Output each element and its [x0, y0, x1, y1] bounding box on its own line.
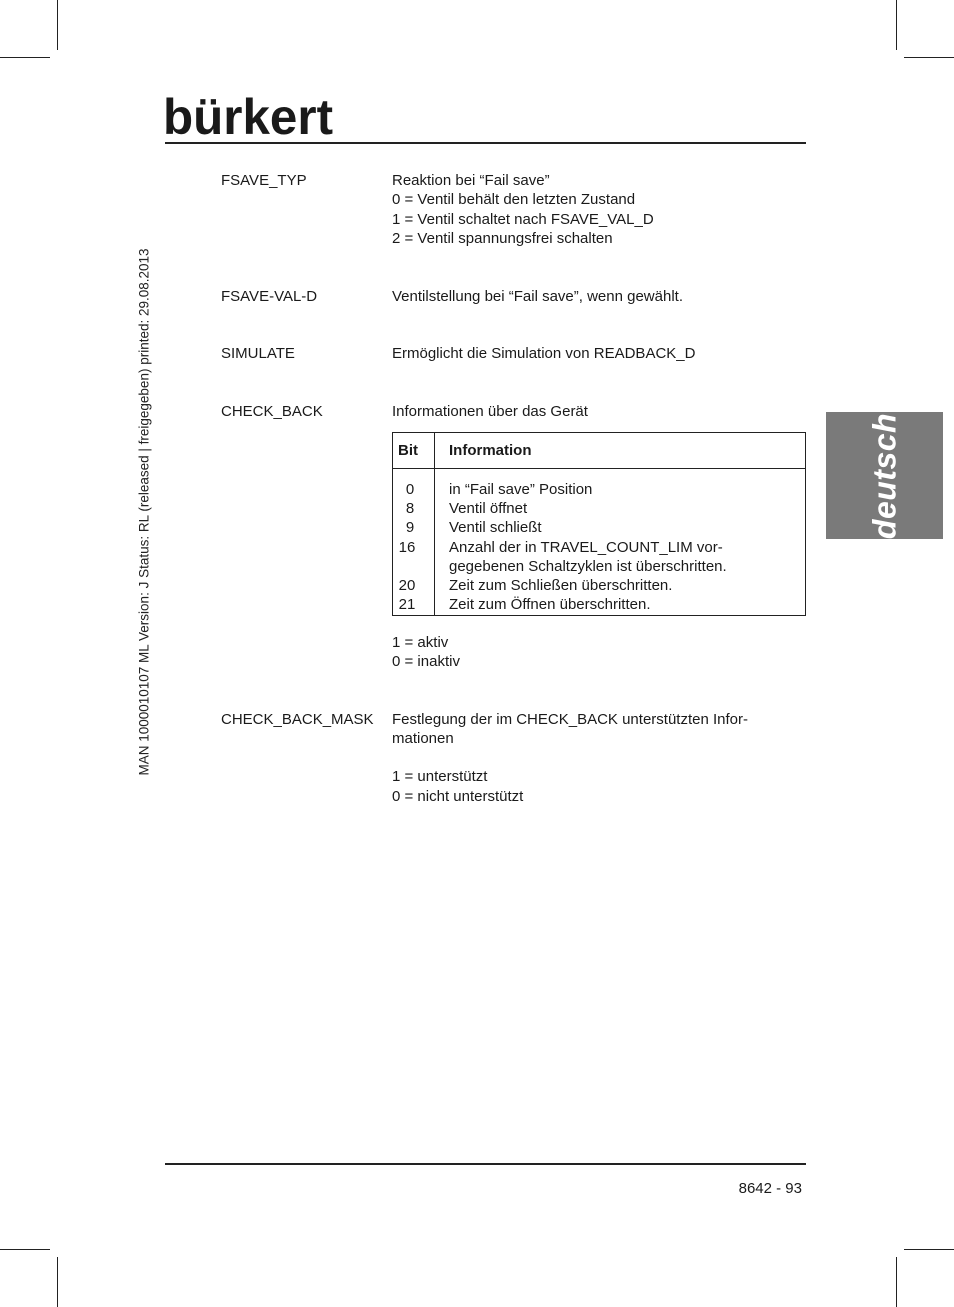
crop-mark	[896, 0, 897, 50]
param-desc-line: Informationen über das Gerät	[392, 403, 588, 420]
crop-mark	[0, 57, 50, 58]
table-header-divider	[393, 468, 805, 469]
param-name-fsave-typ: FSAVE_TYP	[221, 172, 307, 189]
table-cell-bit: 20	[398, 577, 416, 594]
table-cell-info: Anzahl der in TRAVEL_COUNT_LIM vor-	[449, 539, 723, 556]
param-name-fsave-val-d: FSAVE-VAL-D	[221, 288, 318, 305]
table-cell-info: Ventil öffnet	[449, 500, 528, 517]
table-cell-bit: 21	[398, 596, 416, 613]
param-name-check-back-mask: CHECK_BACK_MASK	[221, 711, 374, 728]
crop-mark	[904, 1249, 954, 1250]
crop-mark	[0, 1249, 50, 1250]
table-cell-info: in “Fail save” Position	[449, 481, 593, 498]
param-desc-line: Ventilstellung bei “Fail save”, wenn gewählt.	[392, 288, 683, 305]
param-desc-line: 2 = Ventil spannungsfrei schalten	[392, 230, 613, 247]
burkert-logo	[163, 90, 335, 136]
legend-line: 0 = nicht unterstützt	[392, 788, 524, 805]
table-cell-info: gegebenen Schaltzyklen ist überschritten.	[449, 558, 727, 575]
param-desc-line: 0 = Ventil behält den letzten Zustand	[392, 191, 636, 208]
header-rule	[165, 142, 806, 144]
param-name-simulate: SIMULATE	[221, 345, 295, 362]
legend-line: 0 = inaktiv	[392, 653, 460, 670]
table-cell-bit: 0	[405, 481, 415, 498]
table-header-information: Information	[449, 442, 532, 459]
legend-line: 1 = unterstützt	[392, 768, 488, 785]
footer-rule	[165, 1163, 806, 1165]
check-back-bit-table	[392, 432, 806, 616]
page-number: 8642 - 93	[738, 1180, 802, 1197]
param-desc-line: mationen	[392, 730, 454, 747]
table-cell-info: Zeit zum Schließen überschritten.	[449, 577, 673, 594]
param-name-check-back: CHECK_BACK	[221, 403, 323, 420]
language-tab-label: deutsch	[866, 412, 902, 539]
param-desc-line: Reaktion bei “Fail save”	[392, 172, 550, 189]
param-desc-line: 1 = Ventil schaltet nach FSAVE_VAL_D	[392, 211, 654, 228]
table-cell-bit: 9	[405, 519, 415, 536]
table-cell-info: Ventil schließt	[449, 519, 542, 536]
logo-text: bürkert	[163, 90, 334, 136]
crop-mark	[904, 57, 954, 58]
legend-line: 1 = aktiv	[392, 634, 449, 651]
table-header-bit: Bit	[398, 442, 418, 459]
crop-mark	[57, 0, 58, 50]
param-desc-line: Ermöglicht die Simulation von READBACK_D	[392, 345, 696, 362]
document-info-text: MAN 1000010107 ML Version: J Status: RL (released | freigegeben) printed: 29.08.2013	[136, 248, 152, 776]
table-cell-info: Zeit zum Öffnen überschritten.	[449, 596, 651, 613]
table-cell-bit: 16	[398, 539, 416, 556]
crop-mark	[57, 1257, 58, 1307]
param-desc-line: Festlegung der im CHECK_BACK unterstützten Infor-	[392, 711, 748, 728]
language-tab	[826, 412, 943, 539]
table-cell-bit: 8	[405, 500, 415, 517]
table-column-divider	[434, 433, 435, 615]
crop-mark	[896, 1257, 897, 1307]
